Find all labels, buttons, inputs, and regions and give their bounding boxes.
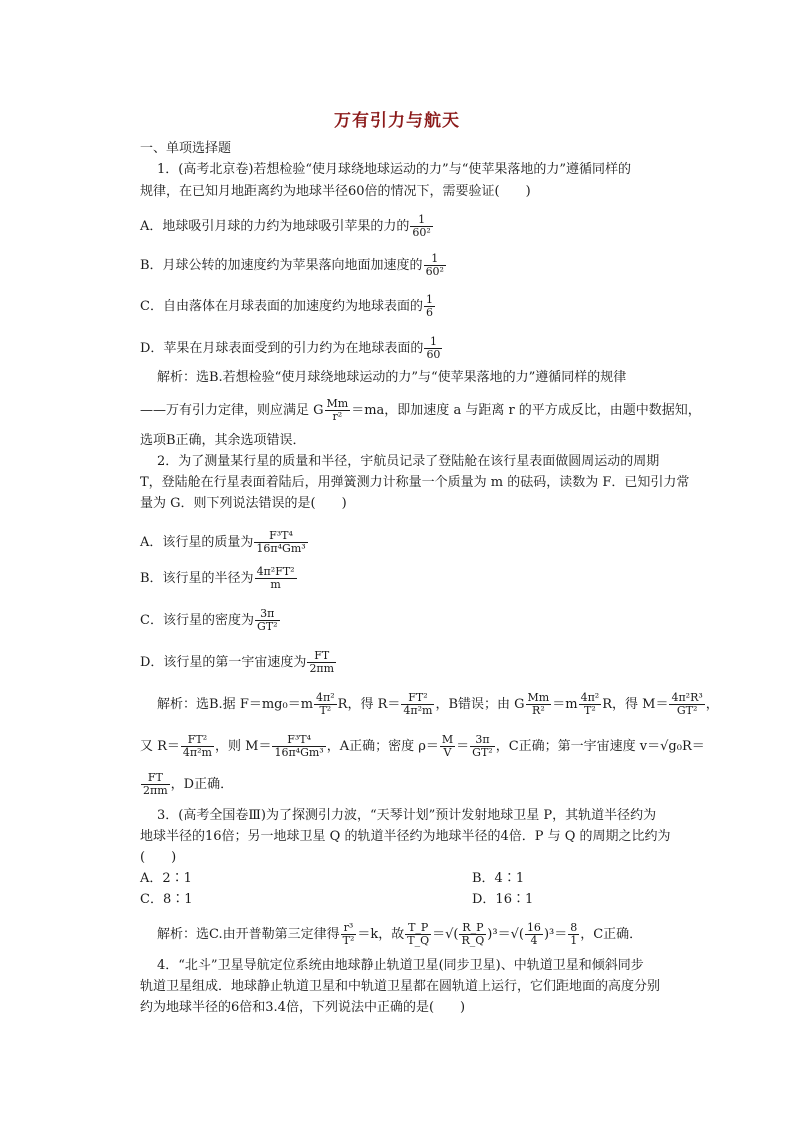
q2-option-d: D．该行星的第一宇宙速度为 $\frac{FT}{2\pi m}$ [140,649,335,675]
q1-stem-line2: 规律，在已知月地距离约为地球半径60倍的情况下，需要验证( ) [140,184,531,199]
fraction: $\frac{3\pi}{\text{GT²}}$ [256,607,278,633]
fraction: $\frac{\text{r³}}{\text{T²}}$ [342,921,355,947]
q2-stem-line3: 量为 G．则下列说法错误的是( ) [140,496,347,511]
q3-option-d: D．16∶1 [472,892,534,907]
q2-option-b: B．该行星的半径为 $\frac{\text{4π²FT²}}{m}$ [140,565,295,591]
q2-option-a: A．该行星的质量为 $\frac{\text{F³T⁴}}{\text{16π⁴Gm³}}$ [140,529,306,555]
q1-option-a: A．地球吸引月球的力约为地球吸引苹果的力的 $\frac{1}{\text{60²}}$ [140,213,431,239]
q1-stem-line1: 1．(高考北京卷)若想检验“使月球绕地球运动的力”与“使苹果落地的力”遵循同样的 [157,162,631,177]
q2-option-c: C．该行星的密度为 $\frac{3\pi}{\text{GT²}}$ [140,607,278,633]
fraction: $\frac{\text{F³T⁴}}{\text{16π⁴Gm³}}$ [256,529,306,555]
q2-analysis-line1: 解析：选B.据 F＝mg₀＝m $\frac{\text{4π²}}{\text{T²}}$ R，得 R＝ $\frac{\text{FT²}}{\text{4π²m}}$ ，B错误；由 G $\frac{Mm}{\text{R²}}$ ＝m $\frac{\text{4π²}}{\text{T²}}$ R，得 M＝ $\frac{\text{4π²R³}}{\text{GT²}}$ ， [157,691,719,717]
fraction: $\frac{FT}{2\pi m}$ [309,649,335,675]
q3-option-c: C．8∶1 [140,892,193,907]
q3-option-a: A．2∶1 [140,871,192,886]
q2-analysis-line2: 又 R＝ $\frac{\text{FT²}}{\text{4π²m}}$ ，则 M＝ $\frac{\text{F³T⁴}}{\text{16π⁴Gm³}}$ ，A正确；密度 ρ＝ $\frac{M}{V}$ ＝ $\frac{3\pi}{\text{GT²}}$ ，C正确；第一宇宙速度 v＝√g₀R＝ [140,733,705,759]
fraction: $\frac{T\_P}{T\_Q}$ [407,921,430,947]
q3-stem-line1: 3．(高考全国卷Ⅲ)为了探测引力波，“天琴计划”预计发射地球卫星 P，其轨道半径约为 [157,808,657,823]
q1-analysis-line2: ——万有引力定律，则应满足 G $\frac{Mm}{\text{r²}}$ ＝ma，即加速度 a 与距离 r 的平方成反比，由题中数据知， [140,397,701,423]
q2-stem-line1: 2．为了测量某行星的质量和半径，宇航员记录了登陆舱在该行星表面做圆周运动的周期 [157,454,660,469]
q4-stem-line3: 约为地球半径的6倍和3.4倍，下列说法中正确的是( ) [140,1000,466,1015]
fraction: $\frac{\text{4π²}}{\text{T²}}$ [316,691,335,717]
section-heading: 一、单项选择题 [140,141,232,156]
q3-stem-line2: 地球半径的16倍；另一地球卫星 Q 的轨道半径约为地球半径的4倍．P 与 Q 的周期之比约为 [140,829,671,844]
q1-option-d: D．苹果在月球表面受到的引力约为在地球表面的 $\frac{1}{60}$ [140,335,441,361]
fraction: $\frac{\text{F³T⁴}}{\text{16π⁴Gm³}}$ [274,733,324,759]
fraction: $\frac{\text{4π²R³}}{\text{GT²}}$ [671,691,703,717]
fraction: $\frac{1}{60}$ [426,335,441,361]
fraction: $\frac{1}{6}$ [425,293,433,319]
q2-analysis-line3: $\frac{FT}{2\pi m}$ ，D正确． [143,771,234,797]
q1-option-c: C．自由落体在月球表面的加速度约为地球表面的 $\frac{1}{6}$ [140,293,433,319]
q2-stem-line2: T，登陆舱在行星表面着陆后，用弹簧测力计称量一个质量为 m 的砝码，读数为 F．已知引力常 [140,475,690,490]
fraction: $\frac{M}{V}$ [441,733,454,759]
q3-option-b: B．4∶1 [472,871,525,886]
fraction: $\frac{\text{4π²FT²}}{m}$ [256,565,295,591]
fraction: $\frac{1}{\text{60²}}$ [425,252,444,278]
fraction: $\frac{8}{1}$ [570,921,578,947]
q1-option-b: B．月球公转的加速度约为苹果落向地面加速度的 $\frac{1}{\text{60²}}$ [140,252,444,278]
fraction: $\frac{16}{4}$ [526,921,541,947]
q4-stem-line2: 轨道卫星组成．地球静止轨道卫星和中轨道卫星都在圆轨道上运行，它们距地面的高度分别 [140,979,661,994]
fraction: $\frac{\text{4π²}}{\text{T²}}$ [580,691,600,717]
q1-analysis-line3: 选项B正确，其余选项错误． [140,433,306,448]
fraction: $\frac{\text{FT²}}{\text{4π²m}}$ [403,691,433,717]
q1-analysis-line1: 解析：选B.若想检验“使月球绕地球运动的力”与“使苹果落地的力”遵循同样的规律 [157,370,627,385]
fraction: $\frac{\text{FT²}}{\text{4π²m}}$ [182,733,212,759]
fraction: $\frac{Mm}{\text{r²}}$ [326,397,349,423]
fraction: $\frac{Mm}{\text{R²}}$ [527,691,550,717]
q3-stem-line3: ( ) [140,850,177,865]
q3-analysis-line1: 解析：选C.由开普勒第三定律得 $\frac{\text{r³}}{\text{T²}}$ ＝k，故 $\frac{T\_P}{T\_Q}$ ＝√( $\frac{R\_P}{R\_Q}$ )³＝√( $\frac{16}{4}$ )³＝ $\frac{8}{1}$ ，C正确． [157,921,643,947]
page-title: 万有引力与航天 [334,111,460,131]
fraction: $\frac{1}{\text{60²}}$ [412,213,431,239]
q4-stem-line1: 4．“北斗”卫星导航定位系统由地球静止轨道卫星(同步卫星)、中轨道卫星和倾斜同步 [157,958,644,973]
fraction: $\frac{R\_P}{R\_Q}$ [461,921,485,947]
fraction: $\frac{3\pi}{\text{GT²}}$ [472,733,493,759]
fraction: $\frac{FT}{2\pi m}$ [143,771,168,797]
